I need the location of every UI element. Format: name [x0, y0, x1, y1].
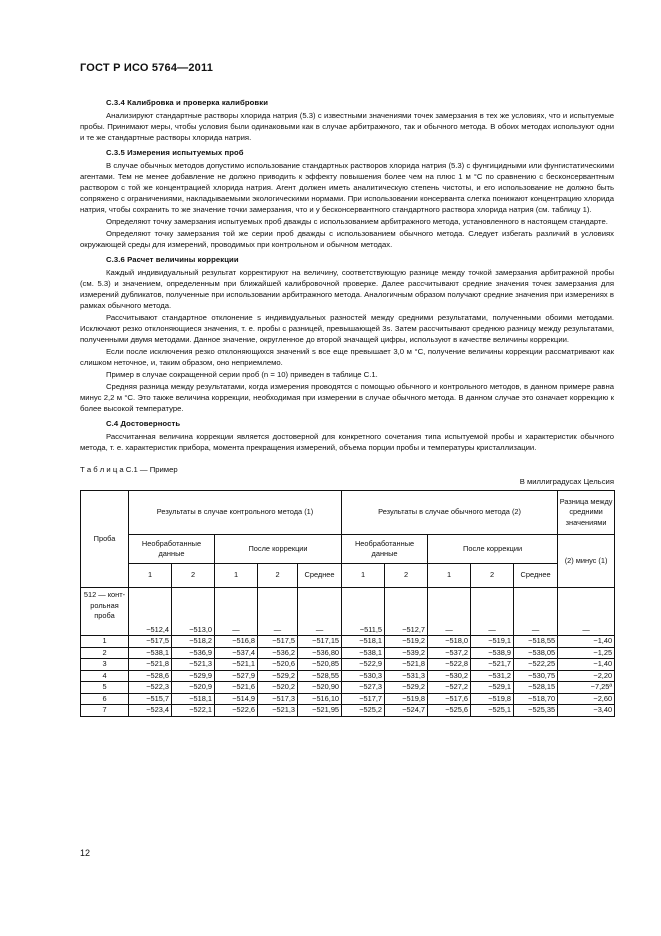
- section-c35-paragraph-2: Определяют точку замерзания испытуемых проб дважды с использованием арбитражного метода, установленного в настоящем стандарте.: [106, 217, 608, 226]
- header-difference-formula: (2) минус (1): [558, 535, 615, 588]
- cell-ordinary-raw-1: −518,1: [342, 636, 385, 648]
- cell-ordinary-corr-1: −517,6: [428, 693, 471, 705]
- header-ordinary-corrected: После коррекции: [428, 535, 558, 564]
- section-c35-heading: С.3.5 Измерения испытуемых проб: [106, 148, 244, 157]
- cell-difference: −1,25: [558, 647, 615, 659]
- cell-control-raw-2: −518,2: [172, 636, 215, 648]
- cell-ordinary-corr-1: −525,6: [428, 705, 471, 717]
- table-row: [81, 588, 615, 636]
- cell-control-corr-2: −536,2: [258, 647, 298, 659]
- cell-control-raw-2: −522,1: [172, 705, 215, 717]
- cell-ordinary-raw-2: −519,8: [385, 693, 428, 705]
- cell-ordinary-raw-1: −538,1: [342, 647, 385, 659]
- cell-difference: −1,40: [558, 636, 615, 648]
- header-ordinary-raw: Необработанные данные: [342, 535, 428, 564]
- header-ordinary-raw-1: 1: [342, 564, 385, 588]
- header-ordinary-method: Результаты в случае обычного метода (2): [342, 491, 558, 535]
- cell-ordinary-raw-2: −524,7: [385, 705, 428, 717]
- table-row: [81, 670, 615, 682]
- cell-control-mean: −536,80: [298, 647, 342, 659]
- cell-ordinary-corr-1: −537,2: [428, 647, 471, 659]
- cell-ordinary-mean: −522,25: [514, 659, 558, 671]
- cell-ordinary-corr-1: −530,2: [428, 670, 471, 682]
- cell-ordinary-raw-1: −525,2: [342, 705, 385, 717]
- header-control-corrected: После коррекции: [215, 535, 342, 564]
- page-number: 12: [80, 848, 91, 858]
- cell-difference: −7,25ª: [558, 682, 615, 694]
- cell-control-corr-1: −527,9: [215, 670, 258, 682]
- cell-ordinary-mean: −525,35: [514, 705, 558, 717]
- cell-control-corr-1: —: [215, 588, 258, 636]
- cell-control-corr-1: −514,9: [215, 693, 258, 705]
- table-row: [81, 636, 615, 648]
- table-row: [81, 647, 615, 659]
- cell-control-corr-2: −517,3: [258, 693, 298, 705]
- cell-control-mean: −520,85: [298, 659, 342, 671]
- header-ordinary-mean: Среднее: [514, 564, 558, 588]
- cell-control-corr-2: —: [258, 588, 298, 636]
- section-c36-paragraph-3: Если после исключения резко отклоняющихся значений s все еще превышает 3,0 м °С, получение величины коррекции рассматривают как слишком неточное, и, таким образом, оно неприемлемо.: [80, 347, 614, 367]
- cell-ordinary-raw-1: −527,3: [342, 682, 385, 694]
- cell-control-mean: −520,90: [298, 682, 342, 694]
- cell-ordinary-mean: −530,75: [514, 670, 558, 682]
- cell-control-raw-1: −528,6: [129, 670, 172, 682]
- cell-control-corr-2: −521,3: [258, 705, 298, 717]
- header-control-raw-2: 2: [172, 564, 215, 588]
- cell-ordinary-raw-1: −530,3: [342, 670, 385, 682]
- cell-control-corr-2: −520,6: [258, 659, 298, 671]
- cell-difference: —: [558, 588, 615, 636]
- section-c4-paragraph: Рассчитанная величина коррекции является достоверной для конкретного сочетания типа испытуемой пробы и характеристик обычного метода, т. е. характеристик прибора, момента прекращения измерений, объема порции пробы и температуры кристаллизации.: [80, 432, 614, 452]
- cell-control-raw-2: −521,3: [172, 659, 215, 671]
- cell-control-corr-1: −521,6: [215, 682, 258, 694]
- section-c36-paragraph-1: Каждый индивидуальный результат корректируют на величину, соответствующую разнице между точкой замерзания арбитражной пробы (см. 5.3) и значением, определенным при ближайшей калибровочной проверке. Далее рассчитывают средние значения точек замерзания для измерений дубликатов, полученные при использовании арбитражного метода. Аналогичным образом получают средние значения при измерениях в рамках обычного метода.: [80, 268, 614, 310]
- cell-ordinary-corr-2: −525,1: [471, 705, 514, 717]
- cell-control-raw-2: −513,0: [172, 588, 215, 636]
- cell-control-mean: −517,15: [298, 636, 342, 648]
- table-row: [81, 682, 615, 694]
- header-control-corr-1: 1: [215, 564, 258, 588]
- cell-ordinary-mean: −518,70: [514, 693, 558, 705]
- row-proba: 1: [81, 636, 129, 648]
- cell-difference: −2,60: [558, 693, 615, 705]
- document-body: [80, 93, 614, 717]
- section-c35-paragraph-3: Определяют точку замерзания той же серии проб дважды с использованием обычного метода. Следует избегать различий в условиях окружающей среды для измерений, проводимых при контрольном и обычном методах.: [80, 229, 614, 249]
- cell-ordinary-raw-1: −522,9: [342, 659, 385, 671]
- cell-difference: −1,40: [558, 659, 615, 671]
- row-proba: 4: [81, 670, 129, 682]
- cell-control-raw-1: −517,5: [129, 636, 172, 648]
- cell-ordinary-mean: −538,05: [514, 647, 558, 659]
- table-caption: Т а б л и ц а С.1 — Пример: [80, 465, 178, 474]
- cell-control-mean: −528,55: [298, 670, 342, 682]
- cell-control-raw-1: −521,8: [129, 659, 172, 671]
- row-proba: 6: [81, 693, 129, 705]
- cell-ordinary-raw-1: −511,5: [342, 588, 385, 636]
- section-c4-heading: С.4 Достоверность: [106, 419, 181, 428]
- cell-control-raw-1: −512,4: [129, 588, 172, 636]
- cell-control-raw-1: −522,3: [129, 682, 172, 694]
- cell-control-raw-1: −538,1: [129, 647, 172, 659]
- section-c36-heading: С.3.6 Расчет величины коррекции: [106, 255, 239, 264]
- cell-ordinary-raw-2: −529,2: [385, 682, 428, 694]
- cell-ordinary-raw-2: −512,7: [385, 588, 428, 636]
- section-c36-paragraph-5: Средняя разница между результатами, когда измерения проводятся с помощью обычного и контрольного методов, в данном примере равна минус 2,2 м °С. Это также величина коррекции, необходимая при измерении в случае обычного метода. В данном случае это означает коррекцию к более высокой температуре.: [80, 382, 614, 413]
- cell-ordinary-corr-1: −518,0: [428, 636, 471, 648]
- header-ordinary-corr-2: 2: [471, 564, 514, 588]
- cell-ordinary-corr-2: −521,7: [471, 659, 514, 671]
- section-c36-paragraph-4: Пример в случае сокращенной серии проб (n = 10) приведен в таблице С.1.: [106, 370, 378, 379]
- table-units: В миллиградусах Цельсия: [519, 477, 614, 486]
- section-c34-paragraph: Анализируют стандартные растворы хлорида натрия (5.3) с известными значениями точек замерзания в тех же условиях, что и испытуемые пробы. Принимают меры, чтобы условия были одинаковыми как в случае арбитражного, так и обычного метода. В обоих методах используют одни и те же стандартные растворы хлорида натрия.: [80, 111, 614, 142]
- header-control-raw: Необработанные данные: [129, 535, 215, 564]
- cell-ordinary-mean: −528,15: [514, 682, 558, 694]
- cell-ordinary-raw-2: −521,8: [385, 659, 428, 671]
- header-control-raw-1: 1: [129, 564, 172, 588]
- cell-ordinary-corr-2: —: [471, 588, 514, 636]
- header-control-corr-2: 2: [258, 564, 298, 588]
- cell-control-raw-1: −523,4: [129, 705, 172, 717]
- cell-ordinary-corr-2: −529,1: [471, 682, 514, 694]
- header-ordinary-corr-1: 1: [428, 564, 471, 588]
- section-c34-heading: С.3.4 Калибровка и проверка калибровки: [106, 98, 269, 107]
- header-proba: Проба: [81, 491, 129, 588]
- table-row: [81, 659, 615, 671]
- table-body: [81, 588, 615, 717]
- cell-ordinary-corr-2: −519,1: [471, 636, 514, 648]
- cell-control-mean: −521,95: [298, 705, 342, 717]
- cell-control-corr-2: −520,2: [258, 682, 298, 694]
- cell-ordinary-corr-1: −527,2: [428, 682, 471, 694]
- section-c35-paragraph-1: В случае обычных методов допустимо использование стандартных растворов хлорида натрия (5.3) с фунгицидными или фунгистатическими агентами. Тем не менее добавление не должно приводить к эффекту повышения более чем на плюс 1 м °С по сравнению с бесконсервантным раствором с той же концентрацией хлорида натрия. Агент должен иметь аналитическую степень чистоты, и его использование не должно быть сопряжено с ограничениями, накладываемыми экологическими нормами. При использовании консерванта слегка понижают концентрацию хлорида натрия, чтобы сохранить то же значение точки замерзания, что и у бесконсервантного стандартного раствора хлорида натрия (см. таблицу 1).: [80, 161, 614, 214]
- results-table: [80, 490, 615, 717]
- cell-ordinary-corr-1: —: [428, 588, 471, 636]
- cell-control-raw-1: −515,7: [129, 693, 172, 705]
- row-proba: 3: [81, 659, 129, 671]
- cell-control-corr-2: −529,2: [258, 670, 298, 682]
- row-proba: 7: [81, 705, 129, 717]
- row-proba: 2: [81, 647, 129, 659]
- document-header: ГОСТ Р ИСО 5764—2011: [80, 62, 214, 74]
- cell-difference: −3,40: [558, 705, 615, 717]
- cell-control-corr-1: −521,1: [215, 659, 258, 671]
- cell-control-corr-1: −522,6: [215, 705, 258, 717]
- cell-control-raw-2: −520,9: [172, 682, 215, 694]
- cell-control-raw-2: −536,9: [172, 647, 215, 659]
- cell-control-raw-2: −518,1: [172, 693, 215, 705]
- cell-control-mean: —: [298, 588, 342, 636]
- table-row: [81, 693, 615, 705]
- cell-control-raw-2: −529,9: [172, 670, 215, 682]
- cell-ordinary-corr-2: −519,8: [471, 693, 514, 705]
- cell-ordinary-raw-2: −519,2: [385, 636, 428, 648]
- section-c36-paragraph-2: Рассчитывают стандартное отклонение s индивидуальных разностей между средними результатами, полученными обоими методами. Исключают резко отклоняющиеся значения, т. е. пробы с разницей, превышающей 3s. Затем рассчитывают среднюю разницу между результатами, полученными двумя методами. Данное значение, округленное до второй значащей цифры, используют в качестве величины коррекции.: [80, 313, 614, 344]
- table-row: [81, 705, 615, 717]
- cell-difference: −2,20: [558, 670, 615, 682]
- header-ordinary-raw-2: 2: [385, 564, 428, 588]
- cell-ordinary-mean: —: [514, 588, 558, 636]
- cell-ordinary-raw-2: −539,2: [385, 647, 428, 659]
- header-control-method: Результаты в случае контрольного метода (1): [129, 491, 342, 535]
- cell-ordinary-corr-2: −538,9: [471, 647, 514, 659]
- cell-control-corr-1: −516,8: [215, 636, 258, 648]
- cell-ordinary-raw-2: −531,3: [385, 670, 428, 682]
- header-difference: Разница между средними значениями: [558, 491, 615, 535]
- cell-control-mean: −516,10: [298, 693, 342, 705]
- cell-control-corr-2: −517,5: [258, 636, 298, 648]
- cell-ordinary-mean: −518,55: [514, 636, 558, 648]
- cell-ordinary-corr-2: −531,2: [471, 670, 514, 682]
- cell-ordinary-corr-1: −522,8: [428, 659, 471, 671]
- cell-ordinary-raw-1: −517,7: [342, 693, 385, 705]
- cell-control-corr-1: −537,4: [215, 647, 258, 659]
- row-proba: 512 — конт-рольная проба: [81, 588, 129, 636]
- row-proba: 5: [81, 682, 129, 694]
- header-control-mean: Среднее: [298, 564, 342, 588]
